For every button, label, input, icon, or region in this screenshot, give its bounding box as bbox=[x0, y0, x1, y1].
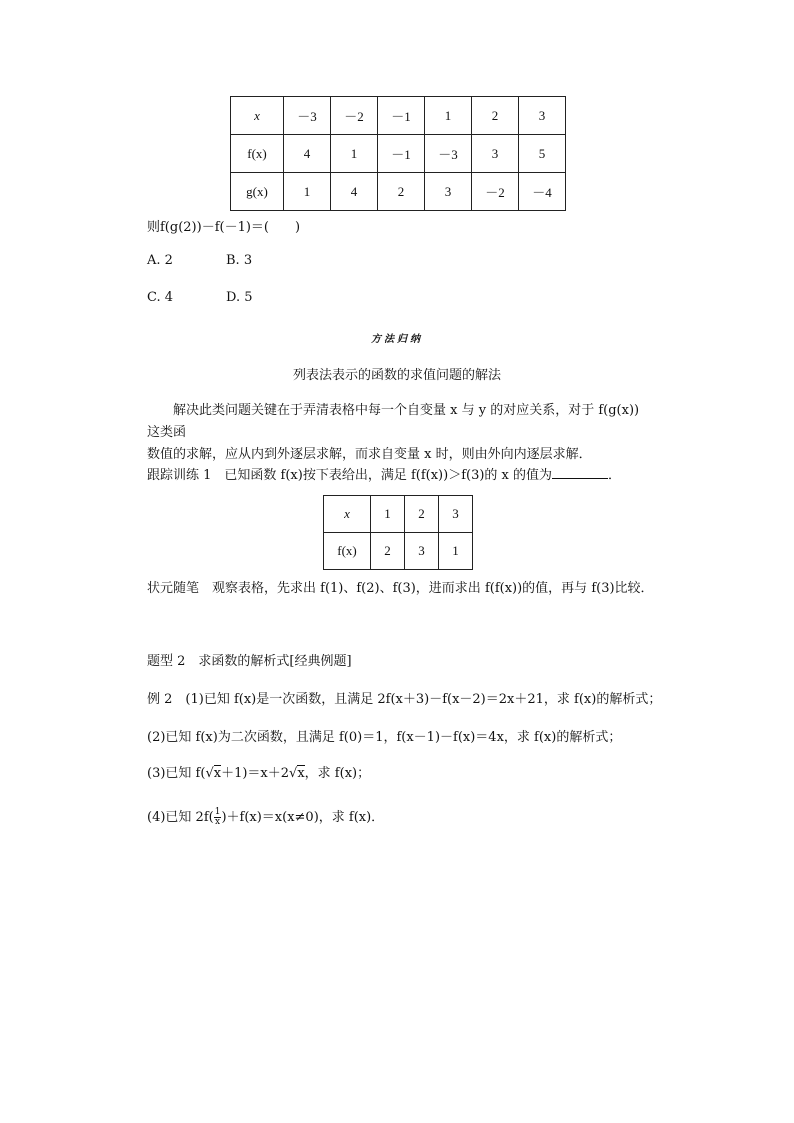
table-row bbox=[324, 533, 473, 570]
table-cell: －1 bbox=[378, 135, 425, 173]
fraction-numerator: 1 bbox=[214, 807, 221, 817]
table-cell: －2 bbox=[331, 97, 378, 135]
math-text: (4)已知 2f( bbox=[147, 810, 214, 825]
table-cell: 5 bbox=[519, 135, 566, 173]
option-a[interactable]: A. 2 bbox=[147, 253, 173, 268]
study-note: 状元随笔 观察表格，先求出 f(1)、f(2)、f(3)，进而求出 f(f(x))的值，再与 f(3)比较． bbox=[147, 581, 654, 596]
example-part-2: (2)已知 f(x)为二次函数，且满足 f(0)＝1，f(x－1)－f(x)＝4x，求 f(x)的解析式； bbox=[147, 730, 622, 745]
method-paragraph bbox=[147, 400, 647, 466]
table-cell: －3 bbox=[284, 97, 331, 135]
example-part-1: 例 2 (1)已知 f(x)是一次函数，且满足 2f(x＋3)－f(x－2)＝2x＋21，求 f(x)的解析式； bbox=[147, 692, 662, 707]
paragraph-line: 解决此类问题关键在于弄清表格中每一个自变量 x 与 y 的对应关系，对于 f(g(x))这类函 bbox=[147, 403, 640, 440]
radicand: x bbox=[297, 766, 305, 781]
table-cell: 2 bbox=[378, 173, 425, 211]
option-c[interactable]: C. 4 bbox=[147, 290, 174, 305]
table-cell: 2 bbox=[371, 533, 405, 570]
exercise-table bbox=[323, 495, 473, 570]
sqrt-symbol: √ bbox=[205, 766, 214, 781]
math-text: ＋1)＝x＋2 bbox=[221, 766, 290, 781]
table-cell: x bbox=[231, 97, 284, 135]
table-cell: f(x) bbox=[324, 533, 371, 570]
table-cell: 4 bbox=[331, 173, 378, 211]
option-d[interactable]: D. 5 bbox=[226, 290, 253, 305]
table-cell: 3 bbox=[439, 496, 473, 533]
table-cell: 1 bbox=[439, 533, 473, 570]
exercise-text: 跟踪训练 1 已知函数 f(x)按下表给出，满足 f(f(x))＞f(3)的 x 的值为 bbox=[147, 468, 553, 483]
table-cell: 1 bbox=[331, 135, 378, 173]
table-cell: －2 bbox=[472, 173, 519, 211]
table-cell: －3 bbox=[425, 135, 472, 173]
table-row bbox=[324, 496, 473, 533]
question-text: 则f(g(2))－f(－1)＝( ) bbox=[147, 220, 301, 235]
option-b[interactable]: B. 3 bbox=[226, 253, 253, 268]
answer-blank[interactable] bbox=[552, 466, 608, 479]
table-cell: f(x) bbox=[231, 135, 284, 173]
table-row bbox=[231, 97, 566, 135]
math-text: ，求 f(x)； bbox=[304, 766, 371, 781]
table-cell: 1 bbox=[425, 97, 472, 135]
exercise-end: ． bbox=[608, 468, 622, 483]
table-cell: 3 bbox=[425, 173, 472, 211]
table-cell: 1 bbox=[371, 496, 405, 533]
exercise-1 bbox=[147, 464, 621, 483]
table-cell: 1 bbox=[284, 173, 331, 211]
paragraph-line: 数值的求解，应从内到外逐层求解，而求自变量 x 时，则由外向内逐层求解． bbox=[147, 447, 592, 462]
function-value-table bbox=[230, 96, 566, 211]
method-title: 列表法表示的函数的求值问题的解法 bbox=[292, 368, 501, 383]
table-cell: 2 bbox=[405, 496, 439, 533]
example-part-4 bbox=[147, 806, 384, 827]
example-part-3 bbox=[147, 762, 370, 781]
method-heading: 方法归纳 bbox=[371, 334, 423, 345]
table-cell: 3 bbox=[472, 135, 519, 173]
math-text: (3)已知 f( bbox=[147, 766, 206, 781]
radicand: x bbox=[213, 766, 222, 781]
table-cell: x bbox=[324, 496, 371, 533]
table-cell: 3 bbox=[519, 97, 566, 135]
table-cell: －1 bbox=[378, 97, 425, 135]
math-text: )＋f(x)＝x(x≠0)，求 f(x)． bbox=[221, 810, 385, 825]
table-cell: 3 bbox=[405, 533, 439, 570]
table-cell: g(x) bbox=[231, 173, 284, 211]
table-row bbox=[231, 135, 566, 173]
sqrt-symbol: √ bbox=[289, 766, 298, 781]
table-cell: －4 bbox=[519, 173, 566, 211]
section-heading: 题型 2 求函数的解析式[经典例题] bbox=[147, 654, 352, 669]
table-row bbox=[231, 173, 566, 211]
fraction-denominator: x bbox=[215, 817, 221, 827]
table-cell: 2 bbox=[472, 97, 519, 135]
table-cell: 4 bbox=[284, 135, 331, 173]
